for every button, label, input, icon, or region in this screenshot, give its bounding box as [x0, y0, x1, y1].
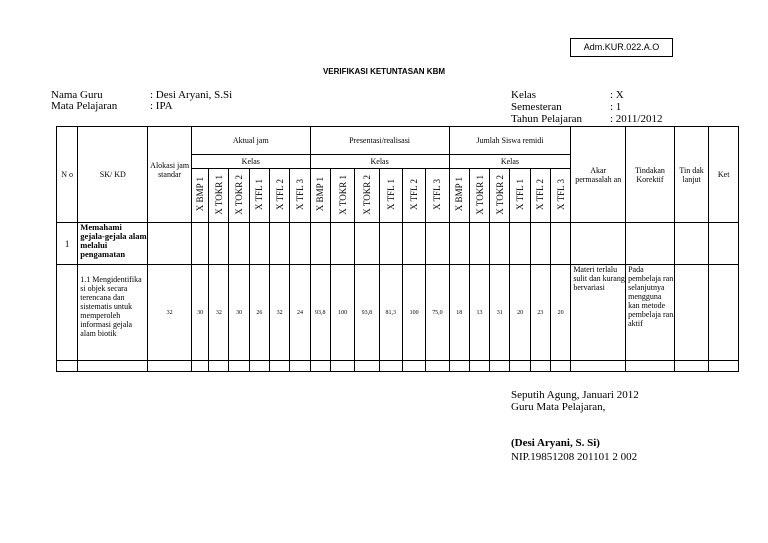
aktual-value: 26	[249, 265, 269, 361]
nama-guru-label: Nama Guru	[51, 89, 103, 101]
presentasi-value: 93,8	[355, 265, 379, 361]
alokasi-header: Alokasi jam standar	[148, 127, 192, 223]
semester-label: Semesteran	[511, 101, 562, 113]
remidi-kelas-header: Kelas	[449, 155, 571, 169]
table-row	[57, 361, 739, 372]
sign-name: (Desi Aryani, S. Si)	[511, 437, 600, 449]
kelas-value: : X	[610, 89, 624, 101]
presentasi-class-header: X TFL 3	[426, 169, 449, 223]
aktual-class-header: X BMP 1	[191, 169, 208, 223]
document-title: VERIFIKASI KETUNTASAN KBM	[322, 67, 446, 76]
tindak-lanjut-header: Tin dak lanjut	[674, 127, 709, 223]
mapel-value: : IPA	[150, 100, 173, 112]
remidi-value: 31	[490, 265, 510, 361]
tahun-label: Tahun Pelajaran	[511, 113, 583, 125]
nama-guru-value: : Desi Aryani, S.Si	[150, 89, 233, 101]
remidi-value: 13	[469, 265, 489, 361]
aktual-class-header: X TOKR 2	[229, 169, 249, 223]
remidi-value: 20	[550, 265, 570, 361]
kelas-label: Kelas	[511, 89, 537, 101]
remidi-class-header: X TFL 2	[530, 169, 550, 223]
semester-value: : 1	[610, 101, 622, 113]
tindakan-value: Pada pembelaja ran selanjutnya mengguna kan metode pembelaja ran aktif	[626, 265, 675, 361]
presentasi-value: 100	[330, 265, 354, 361]
aktual-class-header: X TFL 2	[270, 169, 290, 223]
sign-nip: NIP.19851208 201101 2 002	[511, 451, 638, 463]
akar-header: Akar permasalah an	[571, 127, 626, 223]
presentasi-header: Presentasi/realisasi	[310, 127, 449, 155]
presentasi-class-header: X TFL 2	[402, 169, 425, 223]
presentasi-class-header: X TOKR 2	[355, 169, 379, 223]
kd-text: 1.1 Mengidentifika si objek secara terencana dan sistematis untuk memperoleh informasi gejala alam biotik	[78, 265, 148, 361]
presentasi-kelas-header: Kelas	[310, 155, 449, 169]
tindakan-header: Tindakan Korektif	[626, 127, 675, 223]
presentasi-class-header: X TOKR 1	[330, 169, 354, 223]
remidi-class-header: X BMP 1	[449, 169, 469, 223]
document-code: Adm.KUR.022.A.O	[570, 38, 673, 57]
jumlah-header: Jumlah Siswa remidi	[449, 127, 571, 155]
sk-text: Memahami gejala-gejala alam melalui pengamatan	[78, 223, 148, 265]
presentasi-value: 93,8	[310, 265, 330, 361]
remidi-class-header: X TFL 3	[550, 169, 570, 223]
presentasi-class-header: X TFL 1	[379, 169, 402, 223]
presentasi-value: 81,3	[379, 265, 402, 361]
aktual-class-header: X TFL 1	[249, 169, 269, 223]
table-row	[57, 223, 739, 265]
aktual-header: Aktual jam	[191, 127, 310, 155]
aktual-class-header: X TFL 3	[290, 169, 310, 223]
verification-table	[56, 126, 739, 372]
remidi-class-header: X TOKR 2	[490, 169, 510, 223]
row-number: 1	[57, 223, 78, 265]
aktual-value: 30	[229, 265, 249, 361]
table-row	[57, 265, 739, 361]
alokasi-value: 32	[148, 265, 192, 361]
skkd-header: SK/ KD	[78, 127, 148, 223]
remidi-value: 18	[449, 265, 469, 361]
mapel-label: Mata Pelajaran	[51, 100, 118, 112]
ket-header: Ket	[709, 127, 739, 223]
presentasi-value: 100	[402, 265, 425, 361]
sign-role: Guru Mata Pelajaran,	[511, 401, 606, 413]
no-header: N o	[57, 127, 78, 223]
presentasi-value: 75,0	[426, 265, 449, 361]
aktual-value: 24	[290, 265, 310, 361]
tahun-value: : 2011/2012	[610, 113, 663, 125]
remidi-class-header: X TFL 1	[510, 169, 530, 223]
aktual-value: 32	[209, 265, 229, 361]
akar-value: Materi terlalu sulit dan kurang bervariasi	[571, 265, 626, 361]
presentasi-class-header: X BMP 1	[310, 169, 330, 223]
remidi-class-header: X TOKR 1	[469, 169, 489, 223]
aktual-value: 32	[270, 265, 290, 361]
sign-place-date: Seputih Agung, Januari 2012	[511, 389, 639, 401]
aktual-kelas-header: Kelas	[191, 155, 310, 169]
remidi-value: 20	[510, 265, 530, 361]
aktual-class-header: X TOKR 1	[209, 169, 229, 223]
remidi-value: 23	[530, 265, 550, 361]
aktual-value: 30	[191, 265, 208, 361]
